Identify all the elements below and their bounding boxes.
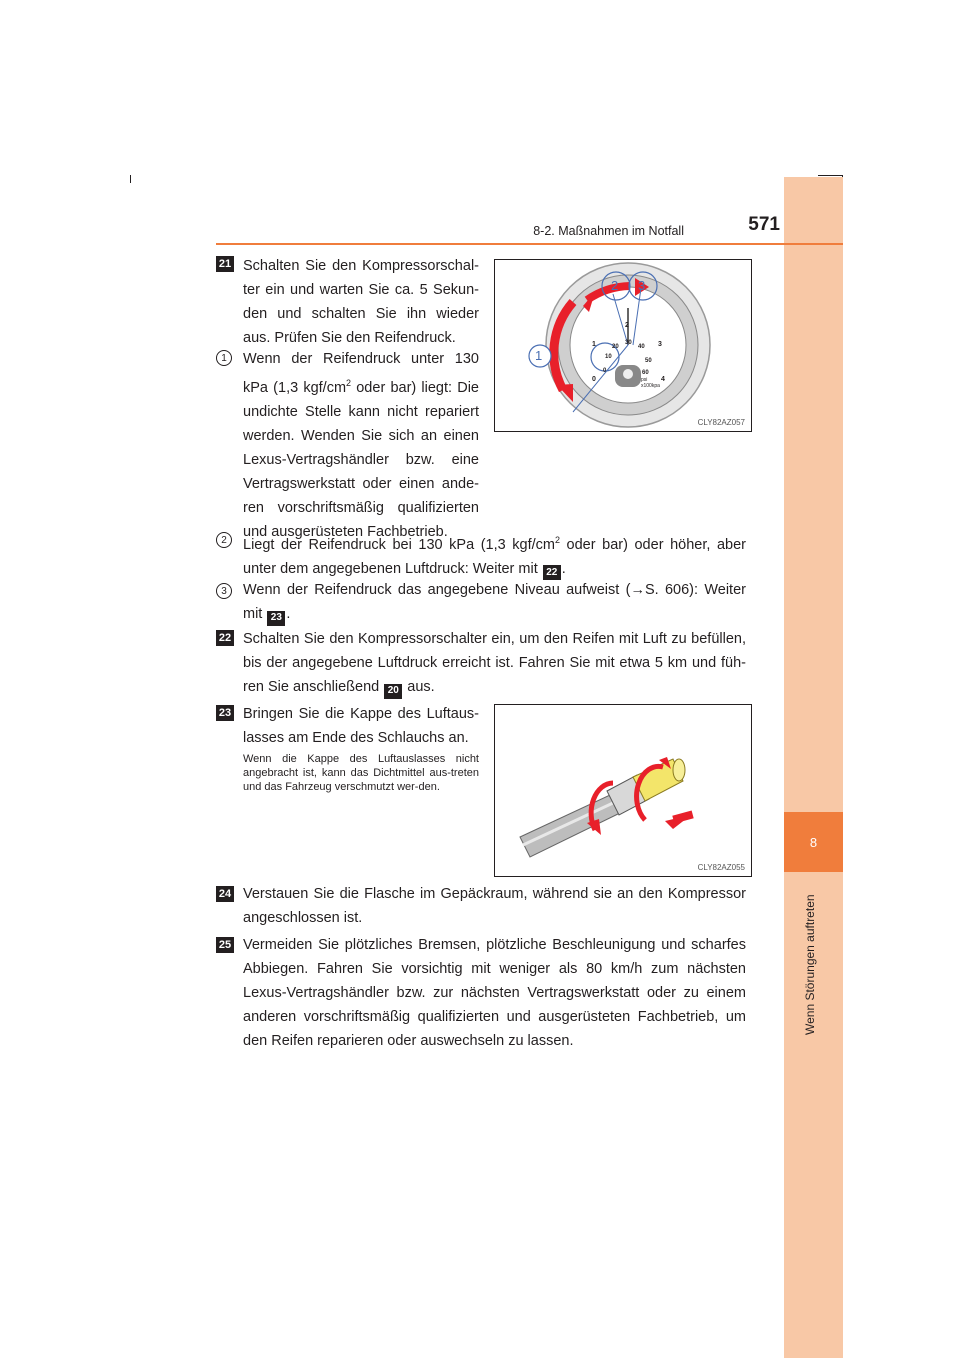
crop-mark (818, 175, 842, 176)
result-1-part-b: oder bar) liegt: Die undichte Stelle kann nicht repariert werden. Wenden Sie sich an einen Lexus-Vertragshändler bzw. eine Vertragswerkstatt oder einen ande-ren vorschriftsmäßig qualifizierten und ausgerüsteten Fachbetrieb. (243, 379, 479, 540)
superscript: 2 (554, 535, 560, 545)
psi-tick-40: 40 (638, 344, 645, 350)
hose-cap-illustration (495, 705, 751, 876)
callout-3: 3 (638, 278, 646, 293)
psi-tick-30: 30 (625, 340, 632, 346)
chapter-title: Wenn Störungen auftreten (803, 894, 817, 1036)
step-badge-25: 25 (216, 937, 234, 953)
step-25-text: Vermeiden Sie plötzliches Bremsen, plötzliche Beschleunigung und scharfes Abbiegen. Fahren Sie vorsichtig mit weniger als 80 km/h zum nächsten Lexus-Vertragshändler bzw. zur nächsten Vertragswerkstatt oder zu einem anderen vorschriftsmäßig qualifizierten und ausgerüsteten Fachbetrieb, um den Reifen reparieren oder auswechseln zu lassen. (243, 937, 746, 1049)
step-ref-20[interactable]: 20 (384, 684, 402, 699)
chapter-number-tab[interactable]: 8 (784, 812, 843, 872)
result-2-part-c: . (561, 560, 566, 577)
callout-badge-3: 3 (216, 583, 232, 599)
figure-code: CLY82AZ057 (697, 418, 745, 427)
bar-tick-0: 0 (592, 376, 596, 383)
result-3-part-b: S. 606): Weiter mit (243, 582, 746, 622)
step-badge-21: 21 (216, 256, 234, 272)
result-3-text (243, 578, 746, 626)
kpa-unit: x100kpa (641, 383, 660, 389)
result-1-text (243, 347, 479, 544)
arrow-icon: → (630, 582, 645, 598)
bar-tick-4: 4 (661, 376, 665, 383)
page-number: 571 (748, 214, 780, 235)
step-23-text: Bringen Sie die Kappe des Luftaus-lasses am Ende des Schlauchs an. (243, 706, 479, 746)
section-title: 8-2. Maßnahmen im Notfall (533, 224, 684, 238)
step-23-note: Wenn die Kappe des Luftauslasses nicht angebracht ist, kann das Dichtmittel aus-treten und das Fahrzeug verschmutzt wer-den. (243, 753, 479, 793)
psi-tick-0: 0 (603, 368, 607, 374)
step-24-text: Verstauen Sie die Flasche im Gepäckraum, während sie an den Kompressor angeschlossen ist. (243, 886, 746, 926)
result-2-part-b: oder bar) oder höher, aber unter dem angegebenen Luftdruck: Weiter mit (243, 536, 746, 577)
step-ref-22[interactable]: 22 (543, 565, 561, 580)
step-22-part-b: aus. (403, 679, 435, 695)
result-2-text (243, 528, 746, 581)
callout-2: 2 (611, 278, 619, 293)
result-3-part-a: Wenn der Reifendruck das angegebene Niveau aufweist ( (243, 582, 631, 598)
chapter-side-band (784, 177, 843, 1358)
pressure-gauge-figure (494, 259, 752, 432)
bar-tick-2: 2 (625, 322, 629, 329)
step-22-part-a: Schalten Sie den Kompressorschalter ein, um den Reifen mit Luft zu befüllen, bis der angegebene Luftdruck erreicht ist. Fahren Sie mit etwa 5 km und füh-ren Sie anschließend (243, 631, 746, 695)
step-ref-23[interactable]: 23 (267, 611, 285, 626)
bar-tick-1: 1 (592, 341, 596, 348)
gauge-illustration (495, 260, 751, 431)
step-badge-23: 23 (216, 705, 234, 721)
callout-1: 1 (535, 348, 543, 363)
callout-badge-1: 1 (216, 350, 232, 366)
psi-unit: psi (641, 377, 648, 383)
step-22-text (243, 627, 746, 699)
bar-tick-3: 3 (658, 341, 662, 348)
header-rule (216, 243, 843, 245)
result-1-part-a: Wenn der Reifendruck unter 130 kPa (1,3 kgf/cm (243, 351, 479, 396)
psi-tick-10: 10 (605, 354, 612, 360)
result-3-part-c: . (286, 606, 291, 622)
step-21-text: Schalten Sie den Kompressorschal-ter ein und warten Sie ca. 5 Sekun-den und schalten Sie ihn wieder aus. Prüfen Sie den Reifendruck. (243, 258, 479, 346)
psi-tick-60: 60 (642, 370, 649, 376)
step-badge-24: 24 (216, 886, 234, 902)
superscript: 2 (346, 378, 352, 388)
callout-badge-2: 2 (216, 532, 232, 548)
crop-mark (130, 175, 131, 183)
result-2-part-a: Liegt der Reifendruck bei 130 kPa (1,3 kgf/cm (243, 536, 555, 553)
figure-code: CLY82AZ055 (697, 863, 745, 872)
hose-cap-figure (494, 704, 752, 877)
step-badge-22: 22 (216, 630, 234, 646)
psi-tick-20: 20 (612, 344, 619, 350)
psi-tick-50: 50 (645, 358, 652, 364)
